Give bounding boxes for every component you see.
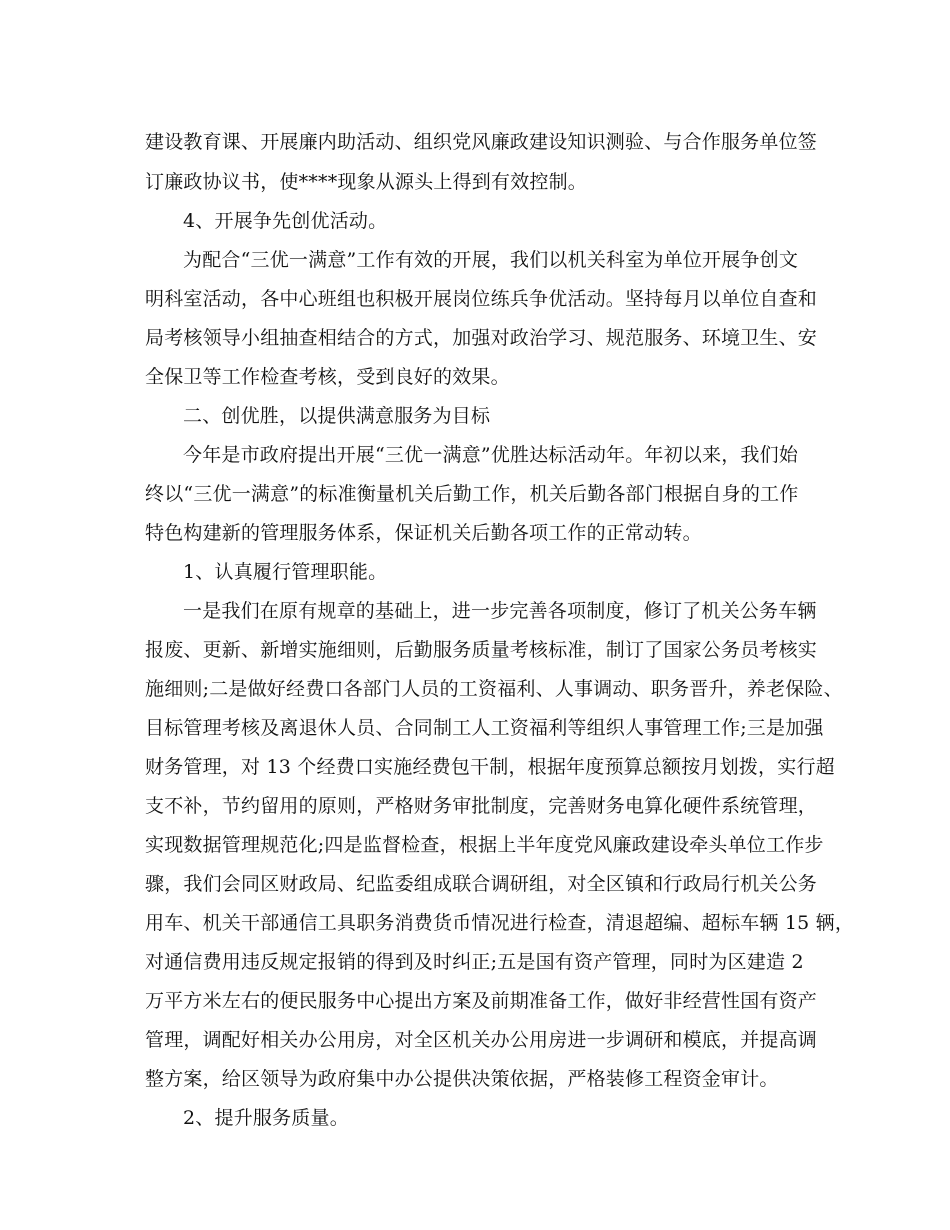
paragraph-line: 全保卫等工作检查考核，受到良好的效果。	[145, 366, 510, 388]
paragraph-line: 为配合“三优一满意”工作有效的开展，我们以机关科室为单位开展争创文	[183, 249, 799, 271]
paragraph-line: 万平方米左右的便民服务中心提出方案及前期准备工作，做好非经营性国有资产	[145, 990, 818, 1012]
paragraph-line: 建设教育课、开展廉内助活动、组织党风廉政建设知识测验、与合作服务单位签	[145, 131, 818, 153]
paragraph-line: 管理，调配好相关办公用房，对全区机关办公用房进一步调研和模底，并提高调	[145, 1029, 818, 1051]
paragraph-line: 明科室活动，各中心班组也积极开展岗位练兵争优活动。坚持每月以单位自查和	[145, 288, 818, 310]
paragraph-line: 用车、机关干部通信工具职务消费货币情况进行检查，清退超编、超标车辆 15 辆，	[145, 912, 855, 934]
paragraph-line: 终以“三优一满意”的标准衡量机关后勤工作，机关后勤各部门根据自身的工作	[145, 483, 799, 505]
paragraph-line: 局考核领导小组抽查相结合的方式，加强对政治学习、规范服务、环境卫生、安	[145, 327, 818, 349]
section-heading: 2、提升服务质量。	[183, 1107, 349, 1129]
paragraph-line: 财务管理，对 13 个经费口实施经费包干制，根据年度预算总额按月划拨，实行超	[145, 756, 835, 778]
section-heading: 4、开展争先创优活动。	[183, 210, 388, 232]
section-heading: 二、创优胜，以提供满意服务为目标	[183, 405, 491, 427]
paragraph-line: 实现数据管理规范化;四是监督检查，根据上半年度党风廉政建设牵头单位工作步	[145, 834, 824, 856]
paragraph-line: 整方案，给区领导为政府集中办公提供决策依据，严格装修工程资金审计。	[145, 1068, 779, 1090]
paragraph-line: 报废、更新、新增实施细则，后勤服务质量考核标准，制订了国家公务员考核实	[145, 639, 818, 661]
paragraph-line: 特色构建新的管理服务体系，保证机关后勤各项工作的正常动转。	[145, 522, 702, 544]
paragraph-line: 订廉政协议书，使****现象从源头上得到有效控制。	[145, 171, 588, 193]
paragraph-line: 今年是市政府提出开展“三优一满意”优胜达标活动年。年初以来，我们始	[183, 444, 799, 466]
paragraph-line: 施细则;二是做好经费口各部门人员的工资福利、人事调动、职务晋升，养老保险、	[145, 678, 843, 700]
section-heading: 1、认真履行管理职能。	[183, 561, 388, 583]
paragraph-line: 对通信费用违反规定报销的得到及时纠正;五是国有资产管理，同时为区建造 2	[145, 951, 804, 973]
paragraph-line: 目标管理考核及离退休人员、合同制工人工资福利等组织人事管理工作;三是加强	[145, 717, 824, 739]
paragraph-line: 骤，我们会同区财政局、纪监委组成联合调研组，对全区镇和行政局行机关公务	[145, 873, 818, 895]
paragraph-line: 支不补，节约留用的原则，严格财务审批制度，完善财务电算化硬件系统管理，	[145, 795, 818, 817]
paragraph-line: 一是我们在原有规章的基础上，进一步完善各项制度，修订了机关公务车辆	[183, 600, 817, 622]
